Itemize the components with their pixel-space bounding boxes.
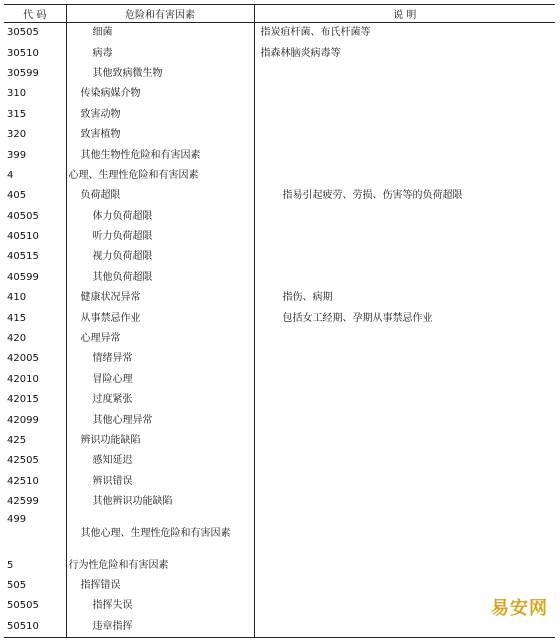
row-name: 其他致病微生物: [66, 64, 254, 84]
row-code: 30510: [4, 43, 66, 63]
table-row: [4, 166, 555, 186]
table-row: [4, 431, 555, 451]
table-row: [4, 227, 555, 247]
row-description: 指伤、病期: [282, 292, 333, 304]
table-row: [4, 596, 555, 616]
table-row: [4, 390, 555, 410]
row-name: 传染病媒介物: [66, 84, 254, 104]
row-description: 指易引起疲劳、劳损、伤害等的负荷超限: [282, 190, 463, 202]
table-row: [4, 43, 555, 63]
row-name: 其他生物性危险和有害因素: [66, 145, 254, 165]
row-description: 包括女工经期、孕期从事禁忌作业: [282, 312, 433, 324]
row-code: 42015: [4, 390, 66, 410]
row-name: 健康状况异常: [66, 288, 254, 308]
row-code: 415: [4, 308, 66, 328]
row-code: 40515: [4, 247, 66, 267]
row-description: [254, 555, 555, 575]
header-desc: 说 明: [254, 5, 555, 23]
row-code: 40510: [4, 227, 66, 247]
row-code: 42005: [4, 349, 66, 369]
row-name: 违章指挥: [66, 617, 254, 638]
row-description: [254, 125, 555, 145]
row-description: [254, 431, 555, 451]
table-body: [4, 23, 555, 638]
row-code: 505: [4, 576, 66, 596]
row-code: 50505: [4, 596, 66, 616]
table-row: [4, 512, 555, 555]
table-row: [4, 268, 555, 288]
row-code: 5: [4, 555, 66, 575]
table-row: [4, 555, 555, 575]
row-description: [254, 472, 555, 492]
row-code: 40505: [4, 207, 66, 227]
row-name: 视力负荷超限: [66, 247, 254, 267]
row-name: 听力负荷超限: [66, 227, 254, 247]
row-description: [254, 145, 555, 165]
row-name: 心理、生理性危险和有害因素: [66, 166, 254, 186]
row-code: 30599: [4, 64, 66, 84]
row-description: [254, 329, 555, 349]
row-code: 4: [4, 166, 66, 186]
row-name: 冒险心理: [66, 370, 254, 390]
row-description: [254, 410, 555, 430]
row-description: [254, 492, 555, 512]
row-code: 420: [4, 329, 66, 349]
row-name: 行为性危险和有害因素: [66, 555, 254, 575]
row-code: 320: [4, 125, 66, 145]
row-description: [254, 105, 555, 125]
row-description: 指森林脑炎病毒等: [260, 47, 341, 59]
row-code: 42010: [4, 370, 66, 390]
row-name: 指挥错误: [66, 576, 254, 596]
row-description: 指炭疽杆菌、布氏杆菌等: [260, 27, 371, 39]
row-code: 42099: [4, 410, 66, 430]
row-code: 410: [4, 288, 66, 308]
row-code: 405: [4, 186, 66, 206]
table-row: [4, 329, 555, 349]
table-header-row: [4, 5, 555, 23]
row-name: 指挥失误: [66, 596, 254, 616]
row-description: [254, 370, 555, 390]
row-description: [254, 390, 555, 410]
table-row: [4, 125, 555, 145]
row-name: 其他辨识功能缺陷: [66, 492, 254, 512]
row-code: 399: [4, 145, 66, 165]
row-name: 辨识功能缺陷: [66, 431, 254, 451]
row-name: 细菌: [66, 23, 254, 44]
row-description: [254, 207, 555, 227]
row-description: [254, 84, 555, 104]
table-row: [4, 23, 555, 44]
row-code: 499: [4, 512, 66, 555]
row-description: [254, 268, 555, 288]
table-row: [4, 410, 555, 430]
table-row: [4, 617, 555, 638]
row-code: 315: [4, 105, 66, 125]
row-description: [254, 64, 555, 84]
table-row: [4, 186, 555, 206]
row-name: 体力负荷超限: [66, 207, 254, 227]
row-name: 从事禁忌作业: [66, 308, 254, 328]
row-code: 30505: [4, 23, 66, 44]
row-name: 心理异常: [66, 329, 254, 349]
row-name: 病毒: [66, 43, 254, 63]
hazard-factor-table: [4, 4, 555, 638]
row-name: 其他心理、生理性危险和有害因素: [66, 512, 254, 555]
row-description: [254, 166, 555, 186]
table-row: [4, 370, 555, 390]
row-description: [254, 349, 555, 369]
row-name: 负荷超限: [66, 186, 254, 206]
table-row: [4, 492, 555, 512]
row-name: 情绪异常: [66, 349, 254, 369]
row-name: 其他心理异常: [66, 410, 254, 430]
row-code: 50510: [4, 617, 66, 638]
table-row: [4, 451, 555, 471]
row-name: 致害植物: [66, 125, 254, 145]
table-row: [4, 145, 555, 165]
table-row: [4, 207, 555, 227]
row-name: 过度紧张: [66, 390, 254, 410]
row-description: [254, 247, 555, 267]
row-code: 42505: [4, 451, 66, 471]
table-row: [4, 247, 555, 267]
table-row: [4, 308, 555, 328]
row-code: 310: [4, 84, 66, 104]
row-name: 感知延迟: [66, 451, 254, 471]
table-row: [4, 288, 555, 308]
header-code: 代 码: [4, 5, 66, 23]
table-row: [4, 349, 555, 369]
row-name: 其他负荷超限: [66, 268, 254, 288]
table-row: [4, 105, 555, 125]
watermark-logo: 易安网: [491, 598, 548, 619]
row-code: 42599: [4, 492, 66, 512]
table-row: [4, 472, 555, 492]
row-name: 致害动物: [66, 105, 254, 125]
row-description: [254, 512, 555, 555]
row-code: 42510: [4, 472, 66, 492]
row-code: 425: [4, 431, 66, 451]
table-row: [4, 576, 555, 596]
row-description: [254, 227, 555, 247]
row-name: 辨识错误: [66, 472, 254, 492]
row-code: 40599: [4, 268, 66, 288]
header-name: 危险和有害因素: [66, 5, 254, 23]
table-row: [4, 84, 555, 104]
row-description: [254, 451, 555, 471]
table-row: [4, 64, 555, 84]
